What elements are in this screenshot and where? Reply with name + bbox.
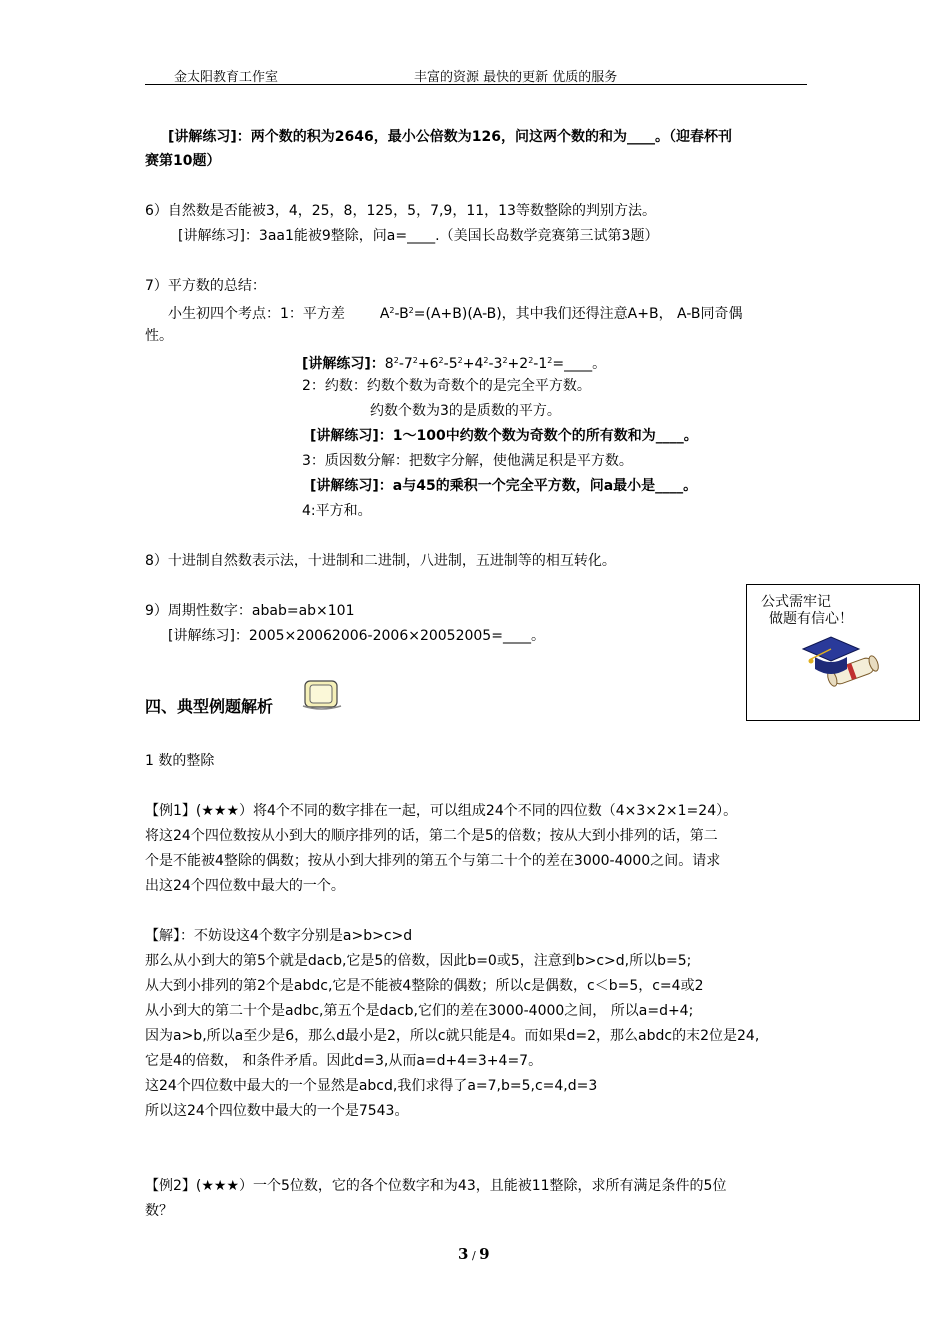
formula-squares: $8^2-7^2+6^2-5^2+4^2-3^2+2^2-1^2$ (384, 356, 553, 372)
item-7-point-1-cont: 性。 (145, 328, 173, 344)
solution-line-6: 它是4的倍数， 和条件矛盾。因此d=3,从而a=d+4=3+4=7。 (145, 1053, 543, 1069)
item-7: 7）平方数的总结： (145, 278, 266, 294)
reminder-line-1: 公式需牢记 (761, 594, 831, 610)
solution-line-5: 因为a>b,所以a至少是6，那么d最小是2，所以c就只能是4。而如果d=2，那么abdc的末2位是24, (145, 1028, 760, 1044)
solution-line-4: 从小到大的第二十个是adbc,第五个是dacb,它们的差在3000-4000之间， 所以a=d+4; (145, 1003, 694, 1019)
practice-line-2: [讲解练习]：3aa1能被9整除，问a=____.（美国长岛数学竞赛第三试第3题） (178, 228, 659, 244)
example-1-line-3: 个是不能被4整除的偶数；按从小到大排列的第五个与第二十个的差在3000-4000之间。请求 (145, 853, 721, 869)
practice-line-3: [讲解练习]：$8^2-7^2+6^2-5^2+4^2-3^2+2^2-1^2=\_\_\_\_$。 (302, 356, 607, 372)
example-1-line-4: 出这24个四位数中最大的一个。 (145, 878, 345, 894)
practice-line-1: [讲解练习]：两个数的积为2646，最小公倍数为126，问这两个数的和为____。（迎春杯刊 (168, 129, 732, 145)
subsection-heading: 1 数的整除 (145, 753, 215, 769)
solution-line-1: 【解】：不妨设这4个数字分别是a>b>c>d (145, 928, 413, 944)
solution-line-8: 所以这24个四位数中最大的一个是7543。 (145, 1103, 409, 1119)
practice-line-5: [讲解练习]：a与45的乘积一个完全平方数，问a最小是____。 (310, 478, 698, 494)
solution-line-7: 这24个四位数中最大的一个显然是abcd,我们求得了a=7,b=5,c=4,d=3 (145, 1078, 598, 1094)
formula-diff-squares: $A^2-B^2$ (379, 306, 414, 322)
example-2-line-1: 【例2】(★★★）一个5位数，它的各个位数字和为43，且能被11整除，求所有满足条件的5位 (145, 1178, 727, 1194)
scroll-icon (299, 676, 345, 714)
example-2-line-2: 数？ (145, 1203, 173, 1219)
item-7-point-2-b: 约数个数为3的是质数的平方。 (370, 403, 561, 419)
practice-line-6: [讲解练习]：2005×20062006-2006×20052005=____。 (168, 628, 545, 644)
item-7-point-4: 4:平方和。 (302, 503, 372, 519)
item-8: 8）十进制自然数表示法，十进制和二进制，八进制，五进制等的相互转化。 (145, 553, 616, 569)
header-left: 金太阳教育工作室 (174, 70, 279, 85)
page-number: 3 / 9 (458, 1245, 490, 1263)
example-1-line-2: 将这24个四位数按从小到大的顺序排列的话，第二个是5的倍数；按从大到小排列的话，第二 (145, 828, 718, 844)
item-9: 9）周期性数字：abab=ab×101 (145, 603, 355, 619)
header-right: 丰富的资源 最快的更新 优质的服务 (414, 70, 618, 85)
graduation-cap-icon (801, 629, 883, 689)
header-rule (145, 84, 807, 85)
solution-line-3: 从大到小排列的第2个是abdc,它是不能被4整除的偶数；所以c是偶数，c＜b=5，c=4或2 (145, 978, 704, 994)
item-7-point-2: 2：约数：约数个数为奇数个的是完全平方数。 (302, 378, 591, 394)
item-7-point-1: 小生初四个考点：1：平方差 $A^2-B^2=(A+B)(A-B)$，其中我们还得注意A+B， A-B同奇偶 (168, 306, 743, 322)
section-heading: 四、典型例题解析 (145, 697, 274, 716)
practice-line-1-cont: 赛第10题） (145, 153, 221, 169)
reminder-line-2: 做题有信心！ (769, 611, 853, 627)
solution-line-2: 那么从小到大的第5个就是dacb,它是5的倍数，因此b=0或5，注意到b>c>d,所以b=5; (145, 953, 692, 969)
item-6: 6）自然数是否能被3，4，25，8，125，5，7,9，11，13等数整除的判别方法。 (145, 203, 656, 219)
practice-line-4: [讲解练习]：1～100中约数个数为奇数个的所有数和为____。 (310, 428, 698, 444)
reminder-box (746, 584, 920, 721)
item-7-point-3: 3：质因数分解：把数字分解，使他满足积是平方数。 (302, 453, 633, 469)
example-1-line-1: 【例1】(★★★）将4个不同的数字排在一起，可以组成24个不同的四位数（4×3×2×1=24）。 (145, 803, 738, 819)
